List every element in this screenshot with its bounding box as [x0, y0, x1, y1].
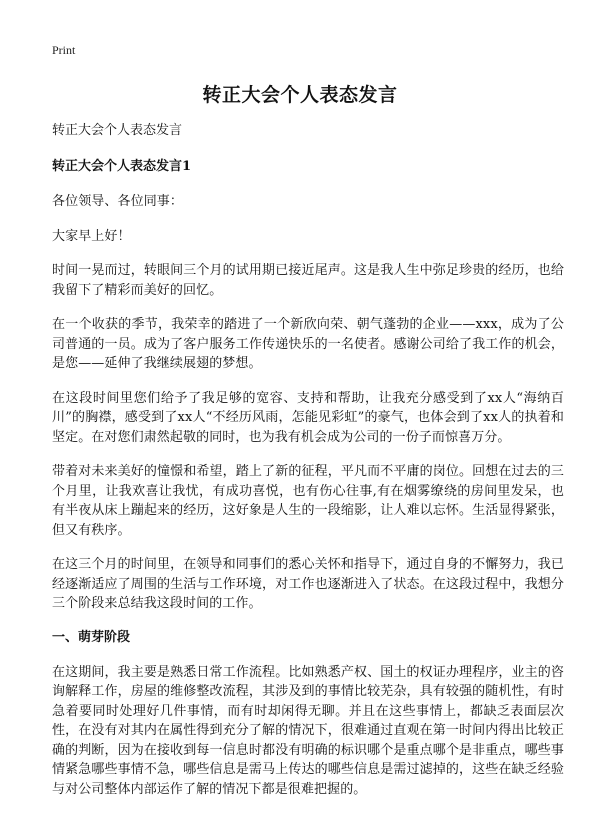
section-heading: 一、萌芽阶段 — [52, 629, 131, 645]
paragraph: 时间一晃而过，转眼间三个月的试用期已接近尾声。这是我人生中弥足珍贵的经历，也给我留下了精彩而美好的回忆。 — [52, 263, 564, 298]
paragraph: 在一个收获的季节，我荣幸的踏进了一个新欣向荣、朝气蓬勃的企业——xxx，成为了公司普通的一员。成为了客户服务工作传递快乐的一名使者。感谢公司给了我工作的机会，是您——延伸了我继续展翅的梦想。 — [52, 317, 564, 371]
document-body — [52, 121, 564, 814]
morning-greeting: 大家早上好！ — [52, 228, 131, 244]
paragraph: 带着对未来美好的憧憬和希望，踏上了新的征程，平凡而不平庸的岗位。回想在过去的三个月里，让我欢喜让我忧，有成功喜悦，也有伤心往事,有在烟雾缭绕的房间里发呆，也有半夜从床上蹦起来的经历，这好象是人生的一段缩影，让人难以忘怀。生活显得紧张，但又有秩序。 — [52, 464, 564, 538]
document-subtitle: 转正大会个人表态发言 — [52, 123, 183, 138]
print-link[interactable]: Print — [52, 43, 76, 57]
paragraph: 在这段时间里您们给予了我足够的宽容、支持和帮助，让我充分感受到了xx人“海纳百川”的胸襟，感受到了xx人“不经历风雨，怎能见彩虹”的豪气，也体会到了xx人的执着和坚定。在对您们肃然起敬的同时，也为我有机会成为公司的一份子而惊喜万分。 — [52, 390, 564, 445]
page-title: 转正大会个人表态发言 — [202, 84, 398, 106]
greeting: 各位领导、各位同事： — [52, 194, 184, 209]
paragraph: 在这期间，我主要是熟悉日常工作流程。比如熟悉产权、国土的权证办理程序，业主的咨询解释工作，房屋的维修整改流程，其涉及到的事情比较芜杂，具有较强的随机性，有时急着要同时处理好几件事情，而有时却闲得无聊。并且在这些事情上，都缺乏表面层次性，在没有对其内在属性得到充分了解的情况下，很难通过直观在第一时间内得出比较正确的判断，因为在接收到每一信息时都没有明确的标识哪个是重点哪个是非重点，哪些事情紧急哪些事情不急，哪些信息是需马上传达的哪些信息是需过滤掉的，这些在缺乏经验与对公司整体内部运作了解的情况下都是很难把握的。 — [52, 664, 564, 797]
section-heading: 转正大会个人表态发言1 — [52, 159, 192, 174]
paragraph: 在这三个月的时间里，在领导和同事们的悉心关怀和指导下，通过自身的不懈努力，我已经逐渐适应了周围的生活与工作环境，对工作也逐渐进入了状态。在这段过程中，我想分三个阶段来总结我这段时间的工作。 — [52, 557, 564, 611]
